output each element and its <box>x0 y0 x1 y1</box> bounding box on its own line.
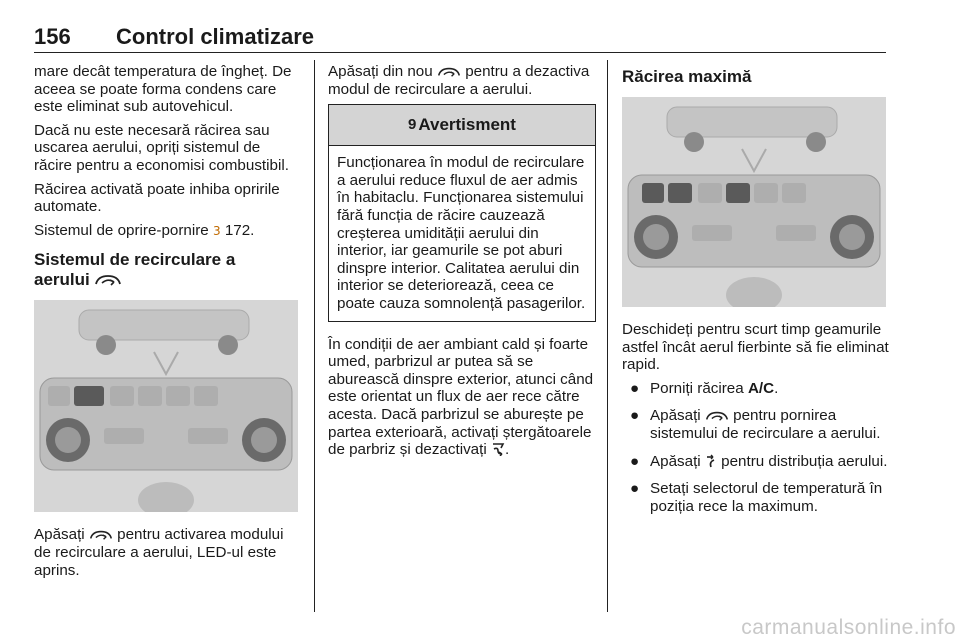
step-air-distribution <box>622 453 890 471</box>
column-divider-2 <box>607 60 608 612</box>
recirculation-heading-line1: Sistemul de recirculare a <box>34 250 236 270</box>
bullet: ● <box>630 407 640 425</box>
airflow-face-icon <box>705 454 717 468</box>
warning-box <box>328 104 596 321</box>
deactivate-post: pentru a dezactiva modul de recirculare a aerului. <box>328 63 590 98</box>
step-ac-label: A/C <box>747 379 775 397</box>
recirculation-icon <box>437 66 461 78</box>
recirculation-icon <box>705 410 729 422</box>
column-1 <box>34 63 302 585</box>
page-header <box>34 22 886 53</box>
page-number: 156 <box>34 24 71 49</box>
fogging-end: . <box>504 441 510 459</box>
stop-start-page-ref: 172. <box>224 221 255 239</box>
step-air-pre: Apăsați <box>650 452 701 470</box>
step-recirculation <box>622 407 890 442</box>
max-cooling-steps <box>622 380 890 516</box>
recirculation-heading-line2: aerului <box>34 270 90 290</box>
step-recirculation-pre: Apăsați <box>650 407 701 425</box>
warning-header <box>329 105 595 146</box>
recirculation-panel-photo <box>34 300 298 512</box>
paragraph-condens: mare decât temperatura de îngheț. De aceea se poate forma condens care este eliminat sub autovehicul. <box>34 63 292 116</box>
recirculation-icon <box>94 273 122 287</box>
warning-text: Funcționarea în modul de recirculare a aerului reduce fluxul de aer admis în habitaclu. Funcționarea sistemului fără funcția de răcire cauzează creșterea umidității aerului din interior, iar geamurile se pot aburi dinspre interior. Calitatea aerului din interior se deteriorează, ceea ce poate cauza somnolență pasagerilor. <box>337 154 586 312</box>
paragraph-autostop: Răcirea activată poate inhiba opririle automate. <box>34 180 280 216</box>
step-air-post: pentru distribuția aerului. <box>721 452 888 470</box>
max-cooling-intro: Deschideți pentru scurt timp geamurile astfel încât aerul fierbinte să fie eliminat rapid. <box>622 321 889 374</box>
step-ac <box>622 380 890 398</box>
step-ac-pre: Porniți răcirea <box>650 379 744 397</box>
recirculation-caption-post: pentru activarea modului de recirculare a aerului, LED-ul este aprins. <box>34 526 284 579</box>
bullet: ● <box>630 480 640 498</box>
bullet: ● <box>630 379 640 397</box>
fogging-text: În condiții de aer ambiant cald și foarte umed, parbrizul ar putea să se aburească dinspre exterior, atunci când este orientat un flux de aer rece către acesta. Dacă parbrizul se aburește pe partea exterioară, activați ștergătoarele de parbriz și dezactivați <box>328 335 594 459</box>
max-cooling-panel-photo <box>622 97 886 307</box>
bullet: ● <box>630 452 640 470</box>
windscreen-airflow-icon <box>491 442 505 456</box>
deactivate-recirculation-text <box>328 63 596 98</box>
paragraph-stop-start <box>34 222 302 241</box>
column-divider-1 <box>314 60 315 612</box>
chapter-title: Control climatizare <box>116 24 315 49</box>
watermark: carmanualsonline.info <box>741 616 956 639</box>
warning-body <box>329 146 595 320</box>
recirculation-caption <box>34 526 302 579</box>
recirculation-heading <box>34 250 302 290</box>
paragraph-economy: Dacă nu este necesară răcirea sau uscarea aerului, opriți sistemul de răcire pentru a economisi combustibil. <box>34 121 289 174</box>
column-2 <box>328 63 596 465</box>
column-3 <box>622 63 890 525</box>
max-cooling-heading: Răcirea maximă <box>622 67 752 86</box>
step-temperature-text: Setați selectorul de temperatură în poziția rece la maximum. <box>650 480 883 515</box>
warning-title: Avertisment <box>418 115 516 135</box>
step-ac-post: . <box>774 379 779 397</box>
stop-start-text: Sistemul de oprire-pornire <box>34 221 209 239</box>
step-recirculation-text: pentru pornirea sistemului de recirculare a aerului. <box>650 407 881 442</box>
fogging-paragraph <box>328 336 596 459</box>
step-temperature <box>622 480 890 515</box>
recirculation-icon <box>89 529 113 541</box>
deactivate-pre: Apăsați din nou <box>328 63 433 80</box>
page-ref-arrow-icon: 3 <box>212 223 221 238</box>
recirculation-caption-pre: Apăsați <box>34 526 85 544</box>
warning-triangle-icon: 9 <box>408 116 417 134</box>
